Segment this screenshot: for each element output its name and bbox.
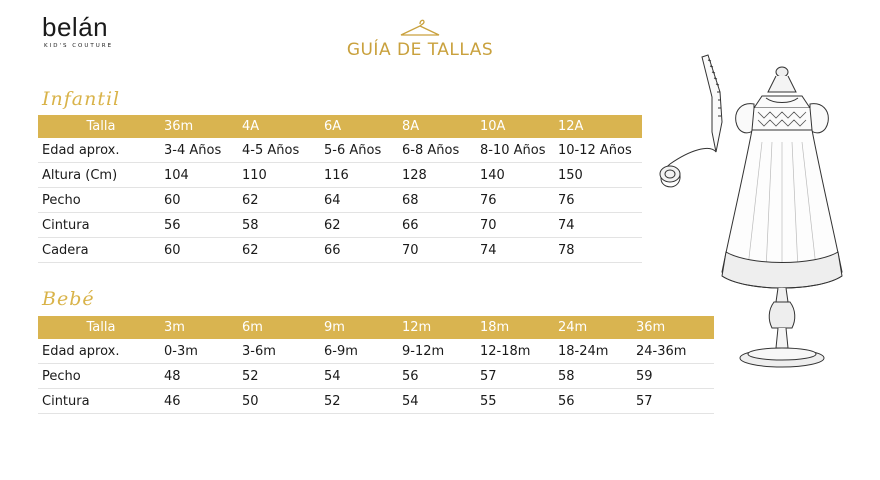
- measurement-cell: 70: [476, 213, 554, 238]
- row-label: Pecho: [38, 188, 160, 213]
- measurement-cell: 66: [398, 213, 476, 238]
- size-header-cell: 10A: [476, 115, 554, 138]
- measurement-cell: 64: [320, 188, 398, 213]
- measurement-cell: 150: [554, 163, 642, 188]
- row-label: Cintura: [38, 213, 160, 238]
- row-label: Pecho: [38, 364, 160, 389]
- measurement-cell: 78: [554, 238, 642, 263]
- page-title: GUÍA DE TALLAS: [346, 40, 494, 60]
- measurement-cell: 62: [238, 188, 320, 213]
- measurement-cell: 9-12m: [398, 339, 476, 364]
- measurement-cell: 74: [554, 213, 642, 238]
- row-label: Cadera: [38, 238, 160, 263]
- measurement-cell: 12-18m: [476, 339, 554, 364]
- measurement-cell: 50: [238, 389, 320, 414]
- header-label: Talla: [38, 316, 160, 339]
- measurement-cell: 70: [398, 238, 476, 263]
- row-label: Altura (Cm): [38, 163, 160, 188]
- size-header-cell: 24m: [554, 316, 632, 339]
- table-header-row: [38, 115, 642, 138]
- measurement-cell: 18-24m: [554, 339, 632, 364]
- table-row: [38, 389, 714, 414]
- measurement-cell: 140: [476, 163, 554, 188]
- size-header-cell: 6m: [238, 316, 320, 339]
- table-row: [38, 339, 714, 364]
- size-header-cell: 12A: [554, 115, 642, 138]
- brand-tagline: KID'S COUTURE: [44, 43, 114, 49]
- table-header-row: [38, 316, 714, 339]
- measurement-cell: 46: [160, 389, 238, 414]
- section-title-bebe: Bebé: [42, 288, 95, 310]
- size-header-cell: 8A: [398, 115, 476, 138]
- measurement-cell: 66: [320, 238, 398, 263]
- measurement-cell: 24-36m: [632, 339, 714, 364]
- table-row: [38, 213, 642, 238]
- measurement-cell: 110: [238, 163, 320, 188]
- measurement-cell: 0-3m: [160, 339, 238, 364]
- size-table-bebe: [38, 316, 714, 414]
- measurement-cell: 54: [398, 389, 476, 414]
- measurement-cell: 5-6 Años: [320, 138, 398, 163]
- measurement-cell: 116: [320, 163, 398, 188]
- size-header-cell: 36m: [632, 316, 714, 339]
- dress-on-mannequin-icon: [650, 52, 865, 382]
- measurement-cell: 59: [632, 364, 714, 389]
- measurement-cell: 68: [398, 188, 476, 213]
- measurement-cell: 48: [160, 364, 238, 389]
- measurement-cell: 58: [238, 213, 320, 238]
- measurement-cell: 58: [554, 364, 632, 389]
- measurement-cell: 56: [160, 213, 238, 238]
- measurement-cell: 60: [160, 238, 238, 263]
- measurement-cell: 8-10 Años: [476, 138, 554, 163]
- size-table-infantil: [38, 115, 642, 263]
- section-title-infantil: Infantil: [42, 88, 121, 110]
- row-label: Edad aprox.: [38, 339, 160, 364]
- measurement-cell: 104: [160, 163, 238, 188]
- row-label: Edad aprox.: [38, 138, 160, 163]
- measurement-cell: 52: [238, 364, 320, 389]
- measurement-cell: 76: [476, 188, 554, 213]
- brand-logo: [42, 14, 113, 49]
- table-row: [38, 138, 642, 163]
- measurement-cell: 55: [476, 389, 554, 414]
- measurement-cell: 60: [160, 188, 238, 213]
- size-header-cell: 3m: [160, 316, 238, 339]
- table-row: [38, 238, 642, 263]
- measuring-tape-icon: [660, 55, 722, 187]
- size-header-cell: 9m: [320, 316, 398, 339]
- measurement-cell: 3-6m: [238, 339, 320, 364]
- size-header-cell: 4A: [238, 115, 320, 138]
- measurement-cell: 62: [320, 213, 398, 238]
- measurement-cell: 6-8 Años: [398, 138, 476, 163]
- size-header-cell: 6A: [320, 115, 398, 138]
- measurement-cell: 52: [320, 389, 398, 414]
- header-label: Talla: [38, 115, 160, 138]
- measurement-cell: 74: [476, 238, 554, 263]
- measurement-cell: 54: [320, 364, 398, 389]
- size-header-cell: 18m: [476, 316, 554, 339]
- measurement-cell: 6-9m: [320, 339, 398, 364]
- measurement-cell: 62: [238, 238, 320, 263]
- brand-name: belán: [42, 12, 109, 42]
- measurement-cell: 3-4 Años: [160, 138, 238, 163]
- measurement-cell: 57: [476, 364, 554, 389]
- table-row: [38, 188, 642, 213]
- measurement-cell: 4-5 Años: [238, 138, 320, 163]
- measurement-cell: 57: [632, 389, 714, 414]
- measurement-cell: 10-12 Años: [554, 138, 642, 163]
- row-label: Cintura: [38, 389, 160, 414]
- hanger-icon: [398, 16, 442, 38]
- measurement-cell: 56: [554, 389, 632, 414]
- measurement-cell: 76: [554, 188, 642, 213]
- size-header-cell: 12m: [398, 316, 476, 339]
- measurement-cell: 128: [398, 163, 476, 188]
- table-row: [38, 364, 714, 389]
- size-header-cell: 36m: [160, 115, 238, 138]
- measurement-cell: 56: [398, 364, 476, 389]
- table-row: [38, 163, 642, 188]
- page-header: [330, 16, 510, 60]
